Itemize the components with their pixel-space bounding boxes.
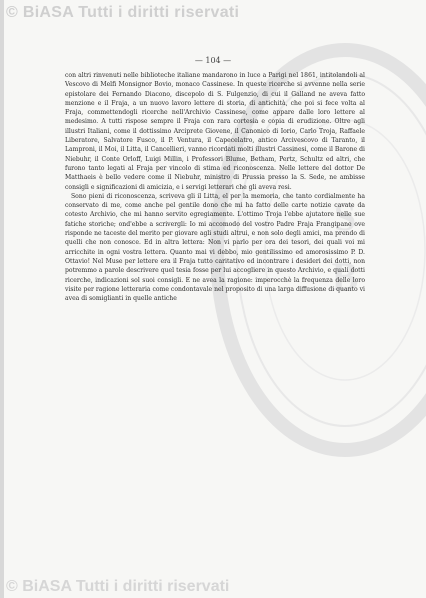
svg-text:B: B [331, 254, 359, 299]
watermark-top: © BiASA Tutti i diritti riservati [6, 4, 240, 21]
page-binding-edge [0, 0, 4, 598]
page-number: — 104 — [194, 56, 232, 65]
svg-text:S: S [333, 194, 357, 239]
paragraph-2: Sono pieni di riconoscenza, scriveva gli il Litta, el per la memoria, che tanto cordialmente ha conservato di me, come anche pel gentile dono che mi ha fatto delle carte notizie cavate da cotesto Archivio, che mi hanno servito egregiamente. L'ottimo Troja l'ebbe ajutatore nelle sue fatiche storiche; ond'ebbe a scrivergli: Io mi accomodo del vostro Padre Fraja Frangipane ove risponde ne taceste del merito per giovare agli studi altrui, e non solo degli amici, ma prendo di quelli che non conosce. Ed in altra lettera: Non vi parlo per ora dei tesori, dei quali voi mi arricchite in ogni vostra lettera. Quanto mai vi debbo, mio gentilissimo ed amorosissimo P. D. Ottavio! Nel Muse per lettere era il Fraja tutto caritativo ed incontrare i desideri dei dotti, non potremmo a parole descrivere quel tesia fosse per lui accogliere in questo Archivio, e quali dotti ricerche, indicazioni sol suoi consigli. E ne avea la ragione: imperocchè la frequenza delle loro visite per ragione letteraria come condontavale nel proposito di una larga diffusione di quanto vi avea di somiglianti in quelle antiche [65, 192, 365, 303]
watermark-bottom: © BiASA Tutti i diritti riservati [6, 578, 230, 595]
paragraph-1: con altri rinvenuti nelle biblioteche italiane mandarono in luce a Parigi nel 1861, intitolandoli al Vescovo di Melfi Monsignor Bovio, monaco Cassinese. In queste ricerche si avvenne nella serie epistolare dei Fernando Diacono, discepolo di S. Fulgenzio, di cui il Galland ne aveva fatto menzione e il Fraja, a un nuovo lavoro lettere di storia, di antichità, che poi si fece volta al Fraja, commettendogli ricerche nell'Archivio Cassinese, come appare dalle loro lettere al medesimo. A tutti rispose sempre il Fraja con rara cortesia e copia di erudizione. Oltre agli illustri Italiani, come il dottissimo Arciprete Giovene, il Canonico di Iorio, Carlo Troja, Raffaele Liberatore, Salvatore Fusco, il P. Ventura, il Capecelatro, antico Arcivescovo di Taranto, il Lamproni, il Moi, il Litta, il Cancellieri, vanno ricordati molti illustri Cassinesi, come il Barone di Niebuhr, il Conte Orloff, Luigi Millin, i Professori Blume, Betham, Pertz, Schultz ed altri, che furono tanto legati al Fraja per vincolo di stima ed riconoscenza. Nelle lettere del dottor De Matthaeis è bello vedere come il Niebuhr, ministro di Prussia presso la S. Sede, ne ambisse consigli e significazioni di amicizia, e i servigi letterari che gli aveva resi. [65, 72, 365, 191]
body-text [65, 71, 365, 303]
